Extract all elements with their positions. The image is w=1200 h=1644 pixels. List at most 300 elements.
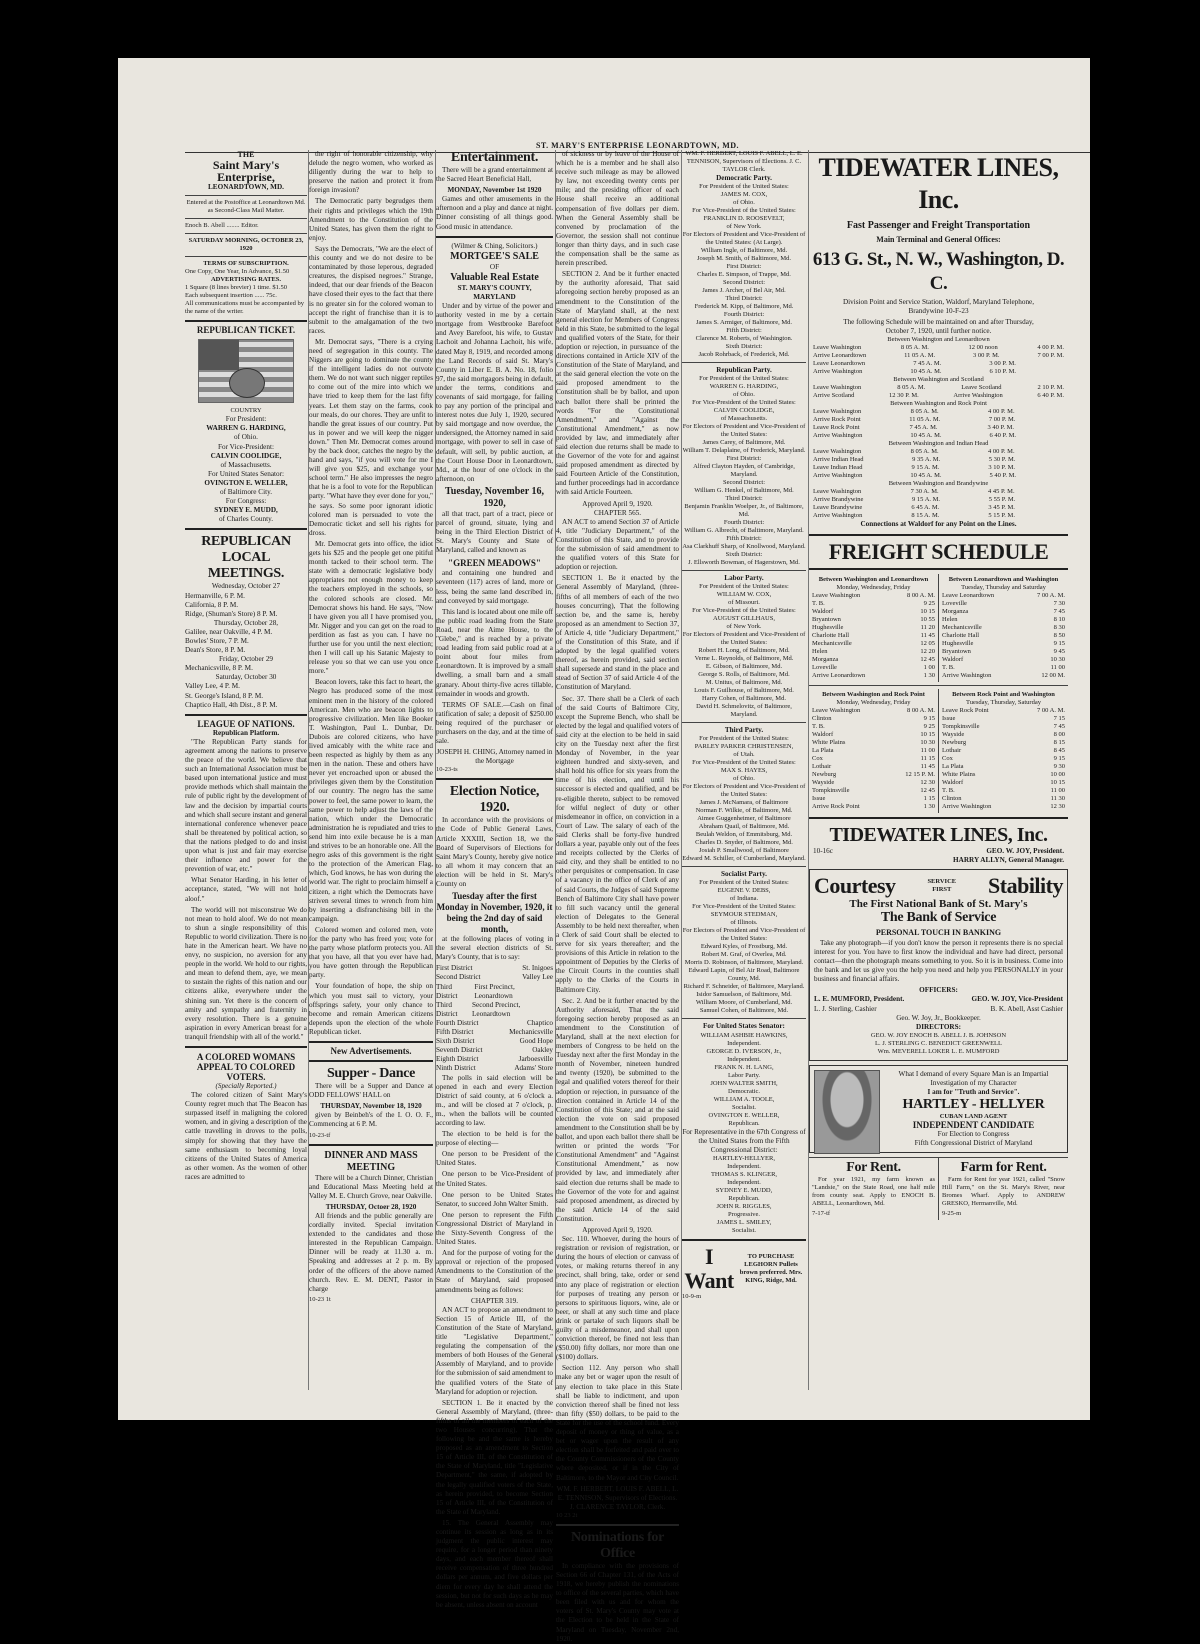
vp-name: CALVIN COOLIDGE,: [210, 451, 282, 460]
freight-stop: White Plains: [942, 770, 976, 778]
freight-stop: Mechanicsville: [942, 623, 982, 631]
freight-row: [812, 640, 935, 648]
party-line: For President of the United States:: [699, 183, 789, 191]
district-place: Oakley: [532, 1046, 553, 1055]
party-line: Third District:: [725, 495, 763, 503]
rep-line: Independent.: [727, 1178, 761, 1186]
want-text: TO PURCHASE LEGHORN Pullets brown preferred. Mrs. KING, Ridge, Md.: [739, 1252, 803, 1284]
party-line: Beulah Weldon, of Emmitsburg, Md.: [695, 831, 793, 839]
rep-line: JOHN R. RIGGLES,: [716, 1202, 772, 1210]
freight-time: 7 00 A. M.: [1037, 706, 1065, 714]
meeting-day: Saturday, October 30: [215, 673, 277, 682]
route-cell: Arrive Washington: [813, 368, 863, 376]
election-p3: The polls in said election will be opened in each and every Election District of said county, at 6 o'clock a. m., and will be closed at 7 o'clock, p. m., when the ballots will be counted according to law.: [436, 1073, 553, 1127]
rent-ads: [809, 1157, 1068, 1220]
hh-agent: CUBAN LAND AGENT: [939, 1113, 1008, 1121]
route-cell: Leave Washington: [813, 384, 862, 392]
tidewater-date: October 7, 1920, until further notice.: [885, 327, 992, 336]
party-line: Fifth District:: [726, 535, 762, 543]
globe-label: COUNTRY: [230, 407, 262, 415]
hh-district: Fifth Congressional District of Maryland: [914, 1139, 1033, 1148]
freight-time: 1 00: [923, 663, 935, 671]
ch319-s2: 15. The General Assembly may continue its session as long as in its judgment the public interest may require, for a longer period than ninety days, and each member thereof shall receive compensation of three hundred dollars per annum, and five dollars per diem for every day he shall attend the session, but not for such days as he may be absent, unless absent on account: [436, 1518, 553, 1609]
route-cell: Leave Leonardtown: [813, 360, 866, 368]
freight-row: [942, 795, 1065, 803]
entertainment-date: MONDAY, November 1st 1920: [447, 186, 542, 195]
dinner-code: 10-23 1t: [309, 1295, 331, 1303]
senate-line: Socialist.: [731, 1103, 756, 1111]
hh-paragraph: What I demand of every Square Man is an Impartial Investigation of my Character: [898, 1069, 1049, 1087]
freight-time: 8 00: [1053, 730, 1065, 738]
district-place: St. Inigoes: [522, 964, 553, 973]
mortgage-title: MORTGEE'S SALE: [450, 250, 539, 262]
freight-row: [812, 608, 935, 616]
route-title: Between Washington and Indian Head: [888, 440, 989, 448]
route-row: [813, 504, 1064, 512]
freight-time: 7 00 A. M.: [1037, 591, 1065, 599]
meeting-item: Dean's Store, 8 P. M.: [185, 646, 246, 655]
freight-row: [812, 600, 935, 608]
clerk-sig: J. CLARENCE TAYLOR, Clerk.: [569, 1502, 666, 1511]
hartley-hellyer-ad: [809, 1065, 1068, 1154]
freight-row: [942, 608, 1065, 616]
party-line: of Illinois.: [730, 919, 758, 927]
supper-date: THURSDAY, November 18, 1920: [320, 1102, 422, 1111]
flag-globe-illustration: [198, 339, 294, 403]
rep-line: THOMAS S. KLINGER,: [710, 1170, 778, 1178]
freight-stop: Arrive Leonardtown: [812, 671, 866, 679]
freight-stop: Clinton: [812, 714, 832, 722]
rep-line: HARTLEY-HELLYER,: [713, 1154, 775, 1162]
meetings-title-1: REPUBLICAN: [201, 534, 291, 550]
election-p6: One person to be Vice-President of the United States.: [436, 1170, 553, 1188]
freight-row: [812, 715, 935, 723]
freight-row: [812, 624, 935, 632]
sig-code: 10 23 2t: [556, 1511, 578, 1519]
freight-stop: Mechanicsville: [812, 639, 852, 647]
hh-name: HARTLEY - HELLYER: [902, 1097, 1045, 1113]
freight-stop: Charlotte Hall: [812, 631, 850, 639]
party-line: For Electors of President and Vice-President of the United States:: [682, 631, 806, 647]
freight-stop: Loveville: [942, 599, 967, 607]
route-schedules: [809, 336, 1068, 520]
route-cell: Leave Brandywine: [813, 504, 863, 512]
party-line: Robert H. Long, of Baltimore, Md.: [698, 647, 790, 655]
party-line: WARREN G. HARDING,: [709, 383, 779, 391]
party-line: For Electors of President and Vice-President of the United States: (At Large).: [682, 231, 806, 247]
mortgage-p4: This land is located about one mile off the public road leading from the State Road, near the Aime House, to the "Glebe," and is reached by a private road leading from said public road at a point about four miles from Leonardtown. It is improved by a small dwelling, a small barn and a small granary. About thirty-five acres tillable, remainder in woods and growth.: [436, 607, 553, 698]
directors-2: L. J. STERLING C. BENEDICT GREENWELL: [875, 1039, 1002, 1047]
freight-time: 10 30: [1050, 655, 1065, 663]
rep-line: Republican.: [728, 1194, 760, 1202]
freight-stop: Bryantown: [812, 615, 841, 623]
party-line: EUGENE V. DEBS,: [717, 887, 771, 895]
sen-state: of Baltimore City.: [219, 488, 273, 497]
route-cell: Arrive Washington: [813, 432, 863, 440]
column-2: [308, 150, 433, 1390]
freight-row: [942, 803, 1065, 811]
district-list: [436, 964, 553, 1073]
freight-time: 10 15: [920, 730, 935, 738]
connections: Connections at Waldorf for any Point on the Lines.: [860, 520, 1017, 529]
freight-row: [942, 592, 1065, 600]
directors-1: GEO. W. JOY ENOCH B. ABELL J. B. JOHNSON: [870, 1031, 1007, 1039]
masthead-date: SATURDAY MORNING, OCTOBER 23, 1920: [188, 237, 304, 253]
approved-1: Approved April 9, 1920.: [582, 499, 653, 508]
freight-time: 1 30: [923, 802, 935, 810]
freight-time: 7 45: [1053, 722, 1065, 730]
nominations-text: In compliance with the provisions of Section 66 of Chapter 131, of the Acts of 1918, we hereby publish the nominations to office of the several parties, which have been filed with us and for whom the voters of St. Mary's County may vote at the Election to be held in the State of Maryland on Tuesday, November 2nd, 1920.: [556, 1561, 679, 1643]
route-row: [813, 496, 1064, 504]
meeting-item: Galilee, near Oakville, 4 P. M.: [185, 627, 273, 636]
freight-time: 11 20: [920, 623, 935, 631]
route-row: [813, 432, 1064, 440]
freight-stop: Loveville: [812, 663, 837, 671]
freight-time: 10 00: [1050, 770, 1065, 778]
approved-2: Approved April 9, 1920.: [582, 1225, 653, 1234]
route-cell: 7 00 P. M.: [988, 416, 1016, 424]
party-line: Edward Lapin, of Bel Air Road, Baltimore County, Md.: [688, 967, 800, 983]
freight-stop: Clinton: [942, 794, 962, 802]
mortgage-solicitors: (Wilmer & Ching, Solicitors.): [451, 241, 538, 250]
freight-time: 8 10: [1053, 615, 1065, 623]
freight-row: [942, 787, 1065, 795]
freight-stop: La Plata: [812, 746, 834, 754]
fr-left-title: Between Washington and Leonardtown: [818, 575, 929, 583]
route-cell: 3 00 P. M.: [989, 360, 1016, 368]
meeting-day: Friday, October 29: [218, 655, 274, 664]
freight-stop: Bryantown: [942, 647, 971, 655]
party-line: Edward M. Schiller, of Cumberland, Maryland.: [682, 855, 806, 863]
freight-stop: Hughesville: [942, 639, 974, 647]
freight-time: 10 15: [920, 607, 935, 615]
freight-time: 9 30: [1053, 762, 1065, 770]
adv-title: ADVERTISING RATES.: [210, 276, 282, 284]
column-4: [555, 150, 679, 1643]
col4-p2: SECTION 2. And be it further enacted by the authority aforesaid, That said aforegoing section hereby proposed as an amendment to the Constitution of the State of Maryland shall, at the next general election for Members of Congress held in this State, be submitted to the legal and qualified voters of the State, for their adoption or rejection, in pursuance of the directions contained in Article XIV of the Constitution of the State of Maryland, and at the said general election the vote on the said proposed amendment to the Constitution shall be by ballot, and upon each ballot there shall be printed the words "For the Constitutional Amendment," and "Against the Constitutional Amendment," as now provided by law, and immediately after said election due returns shall be made to the Governor of the vote for and against said proposed amendment as directed by said Fourteen Article of the Constitution, and further proceedings had in accordance with said Article Fourteen.: [556, 270, 679, 497]
party-line: Richard F. Schneider, of Baltimore, Maryland.: [683, 983, 805, 991]
party-line: James S. Armiger, of Baltimore, Md.: [696, 319, 792, 327]
bank-name: The First National Bank of St. Mary's: [849, 897, 1028, 910]
route-cell: 7 45 A. M.: [913, 360, 942, 368]
new-ads-title: New Advertisements.: [330, 1046, 412, 1056]
freight-stop: T. B.: [942, 786, 955, 794]
officer-1: L. E. MUMFORD, President.: [814, 995, 905, 1004]
party-line: PARLEY PARKER CHRISTENSEN,: [694, 743, 794, 751]
freight-time: 1 30: [923, 671, 935, 679]
freight-row: [942, 707, 1065, 715]
route-cell: 9 35 A. M.: [912, 456, 941, 464]
want-big: I Want: [684, 1243, 734, 1293]
district-name: Third District: [436, 982, 458, 1000]
district-row: [436, 964, 553, 973]
freight-row: [942, 731, 1065, 739]
senate-line: WILLIAM ASHBIE HAWKINS,: [700, 1031, 788, 1039]
party-line: William Moore, of Cumberland, Md.: [695, 999, 793, 1007]
bank-officers: OFFICERS:: [919, 986, 958, 995]
supervisors-sig: WM. F. HERBERT, LOUIS F. ABELL, L. E. TENNISON, Supervisors of Elections.: [556, 1484, 679, 1502]
route-cell: 8 15 A. M.: [911, 512, 940, 520]
party-line: Charles D. Snyder, of Baltimore, Md.: [695, 839, 793, 847]
district-place: Jarboesville: [518, 1055, 553, 1064]
party-line: Fourth District:: [723, 519, 765, 527]
col2-p6: Beacon lovers, take this fact to heart, the Negro has produced some of the most eminent men in the history of the colored American. Men who are beacon lights to progressive civilization. Men like Booker T. Washington, Paul L. Dunbar, Dr. Dubois are colored citizens, who have lived amicably with the white race and been respected as highly by them as any men in the nation. These and others have never yet encroached upon or abused the privileges given them by the Constitution of our country. The negro has the same power to feel, the same power to learn, the same power to help adjust the laws of the nation, which under the Democratic administration he is repudiated and tries to send him into exile because he is a man and strives to be an honorable one. All the negro asks of this government is the right to the protection of the American Flag, which, God knows, he has won during the world war. The right to proclaim himself a citizen, a right which the Democrats have striven several times to wrench from him by inserting a disfranchising bill in the campaign.: [309, 678, 433, 923]
supper-by: given by Beinbeh's of the I. O. O. F., Commencing at 6 P. M.: [309, 1111, 433, 1129]
senate-line: Independent.: [727, 1055, 761, 1063]
fr-left-days: Monday, Wednesday, Friday: [836, 583, 911, 591]
freight-stop: Leave Leonardtown: [942, 591, 995, 599]
col2-p1: the right of honorable citizenship, why delude the negro women, who worked as diligently during the war to help to preserve the nation and protect it from foreign invasion?: [309, 150, 433, 195]
fr-right-days: Tuesday, Thursday and Saturday: [961, 583, 1046, 591]
district-row: [436, 1064, 553, 1073]
vp-state: of Massachusetts.: [220, 460, 272, 469]
district-place: Good Hope: [519, 1037, 553, 1046]
route-cell: 4 00 P. M.: [988, 448, 1015, 456]
party-line: Abraham Quail, of Baltimore, Md.: [698, 823, 790, 831]
election-p2: at the following places of voting in the several election districts of St. Mary's County, that is to say:: [436, 935, 553, 962]
freight-time: 7 45: [1053, 607, 1065, 615]
col4-p3: Sec. 2. And be it further enacted by the Authority aforesaid, That the said foregoing section hereby proposed as an amendment to the Constitution of Maryland, shall at the next election for members of Congress to be held on the Tuesday next after the first Monday in the month of November, nineteen hundred and twenty (1920), be submitted to the legal and qualified voters thereof for their adoption or rejection, in pursuance of the direction contained in Article 14 of the Constitution of this State; and at the said election the vote on said proposed amendment to the Constitution shall be by ballot, and upon each ballot there shall be written or printed the words "For Constitutional Amendment" and "Against Constitutional Amendment," as now provided by law, and immediately after said election due returns shall be made to the Governor of the vote for and against said proposed amendment, as directed by the said Article 14 of the said Constitution.: [556, 996, 679, 1223]
tidewater-address: 613 G. St., N. W., Washington, D. C.: [812, 249, 1065, 295]
senate-line: Independent.: [727, 1039, 761, 1047]
route-cell: Leave Washington: [813, 408, 862, 416]
district-place: Valley Lee: [522, 973, 553, 982]
senate-line: WILLIAM A. TOOLE,: [713, 1095, 775, 1103]
freight-stop: White Plains: [812, 738, 846, 746]
party-line: AUGUST GILLHAUS,: [713, 615, 775, 623]
meeting-item: Valley Lee, 4 P. M.: [185, 682, 240, 691]
freight-stop: Lothair: [942, 746, 962, 754]
freight-stop: Helen: [812, 647, 828, 655]
freight-time: 11 45: [920, 631, 935, 639]
party-name: Socialist Party.: [721, 870, 767, 879]
party-line: William Ingle, of Baltimore, Md.: [700, 247, 788, 255]
freight-row: [942, 632, 1065, 640]
pres-name: WARREN G. HARDING,: [206, 424, 286, 433]
senate-line: Republican.: [728, 1119, 760, 1127]
mortgage-p1: Under and by virtue of the power and authority vested in me by a certain mortgage from Westbrooke Barefoot and Avey Barefoot, his wife, to Gustav Lachoit and Johanna Lachoit, his wife, dated May 8, 1919, and recorded among the Land Records of said St. Mary's County in Liber E. B. A. No. 18, folio 97, the said mortgagors being in default, under the terms, conditions and covenants of said mortgage, for failing to pay any portion of the principal and interest notes due July 1, 1920, secured by said mortgage and now overdue, the undersigned, the Attorney named in said mortgage, with power to sell in case of default, will sell, by public auction, at the Court House Door in Leonardtown, Md., at the hour of one o'clock in the afternoon, on: [436, 302, 553, 483]
district-name: Second District: [436, 973, 481, 982]
mortgage-sig: JOSEPH H. CHING, Attorney named in the Mortgage: [436, 748, 553, 766]
route-cell: 8 05 A. M.: [900, 344, 929, 352]
freight-time: 8 45: [1053, 746, 1065, 754]
route-row: [813, 448, 1064, 456]
freight-time: 7 30: [1053, 599, 1065, 607]
mortgage-county: ST. MARY'S COUNTY, MARYLAND: [457, 283, 532, 301]
dinner-title: DINNER AND MASS MEETING: [324, 1149, 418, 1173]
freight-row: [942, 664, 1065, 672]
party-line: First District:: [726, 263, 762, 271]
route-cell: 6 40 P. M.: [989, 432, 1017, 440]
pres-state: of Ohio.: [234, 433, 258, 442]
freight-stop: Leave Washington: [812, 706, 861, 714]
mortgage-of: OF: [489, 262, 500, 271]
route-row: [813, 464, 1064, 472]
tidewater-sub: Fast Passenger and Freight Transportation: [846, 220, 1031, 231]
supper-title: Supper - Dance: [326, 1066, 416, 1082]
election-p8: One person to represent the Fifth Congressional District of Maryland in the Sixty-Seventh Congress of the United States.: [436, 1210, 553, 1247]
rep-line: Socialist.: [731, 1226, 756, 1234]
fr2-right-title: Between Rock Point and Washington: [952, 690, 1055, 698]
freight-stop: Arrive Rock Point: [812, 802, 860, 810]
rep-line: Progressive.: [728, 1210, 760, 1218]
freight-row: [942, 715, 1065, 723]
freight-stop: Leave Rock Point: [942, 706, 989, 714]
freight-row: [812, 787, 935, 795]
tidewater-gm: HARRY ALLYN, General Manager.: [953, 855, 1064, 864]
freight-time: 10 55: [920, 615, 935, 623]
officer-3: L. J. Sterling, Cashier: [814, 1004, 877, 1013]
col4-p5: Section 112. Any person who shall make any bet or wager upon the result of any election to take place in this State shall be liable to indictment, and upon conviction thereof shall be fined not less than fifty ($50) dollars, to be paid to the State for the use of the school fund. Every deposit of money or thing of value, as a bet or wager upon the result of any election shall be forfeited and paid over to the County Commissioners of the County where deposited, or if in the City of Baltimore, to the Mayor and City Council.: [556, 1364, 679, 1482]
freight-time: 7 15: [1053, 714, 1065, 722]
ch319-s1: SECTION 1. Be it enacted by the General Assembly of Maryland, (three-fifths of all the members of each of the two Houses concurring), That the following be and the same is hereby proposed as an amendment to Section 15 of Article III, of the Constitution of the State of Maryland, title "Legislative Department," the same, if adopted by the legally qualified voters of the State, as herein provided, to become Section 15 of Article III, of the Constitution of the State of Maryland.: [436, 1398, 553, 1516]
freight-row: [812, 747, 935, 755]
party-name: Third Party.: [724, 726, 764, 735]
freight-row: [812, 672, 935, 680]
route-cell: Arrive Indian Head: [813, 456, 864, 464]
freight-row: [812, 771, 935, 779]
senate-line: JOHN WALTER SMITH,: [710, 1079, 778, 1087]
route-row: [813, 352, 1064, 360]
party-line: For Vice-President of the United States:: [692, 607, 796, 615]
freight-row: [942, 739, 1065, 747]
party-line: James Carey, of Baltimore, Md.: [702, 439, 786, 447]
freight-row: [812, 723, 935, 731]
running-head: ST. MARY'S ENTERPRISE LEONARDTOWN, MD.: [185, 141, 1090, 153]
party-line: E. Gibson, of Baltimore, Md.: [705, 663, 783, 671]
district-name: Fourth District: [436, 1018, 479, 1027]
route-row: [813, 392, 1064, 400]
freight-stop: Issue: [812, 794, 826, 802]
route-cell: 5 55 P. M.: [988, 496, 1016, 504]
freight-time: 11 30: [1050, 794, 1065, 802]
route-cell: 5 30 P. M.: [988, 456, 1016, 464]
route-cell: Arrive Leonardtown: [813, 352, 867, 360]
freight-row: [942, 755, 1065, 763]
freight-time: 9 25: [923, 722, 935, 730]
route-cell: Arrive Brandywine: [813, 496, 864, 504]
freight-time: 9 15: [1053, 754, 1065, 762]
district-place: Second Precinct, Leonardtown: [472, 1000, 521, 1018]
route-cell: 5 40 P. M.: [989, 472, 1017, 480]
freight-row: [812, 616, 935, 624]
route-cell: 6 10 P. M.: [989, 368, 1017, 376]
meeting-item: Mechanicsville, 8 P. M.: [185, 664, 253, 673]
party-name: Republican Party.: [716, 366, 772, 375]
party-line: Charles E. Simpson, of Trappe, Md.: [697, 271, 791, 279]
freight-time: 9 15: [923, 714, 935, 722]
freight-stop: T. B.: [812, 722, 825, 730]
mortgage-p2: all that tract, part of a tract, piece or parcel of ground, situate, lying and being in the Third Election District of St. Mary's County and State of Maryland, called and known as: [436, 509, 553, 555]
freight-time: 11 45: [920, 762, 935, 770]
freight-stop: Cox: [812, 754, 823, 762]
league-sub: Republican Platform.: [212, 728, 280, 737]
freight-stop: Wayside: [812, 778, 835, 786]
ch319-title: CHAPTER 319.: [470, 1296, 519, 1305]
cong-name: SYDNEY E. MUDD,: [214, 506, 278, 515]
freight-stop: Tompkinsville: [812, 786, 850, 794]
freight-time: 12 20: [920, 647, 935, 655]
column-1: [185, 150, 307, 1390]
party-line: Robert M. Graf, of Overlea, Md.: [701, 951, 787, 959]
masthead-place: LEONARDTOWN, MD.: [208, 183, 284, 192]
route-title: Between Washington and Brandywine: [888, 480, 989, 488]
route-cell: 4 00 P. M.: [988, 408, 1015, 416]
vp-label: For Vice-President:: [218, 442, 274, 451]
supper-text: There will be a Supper and Dance at ODD FELLOWS' HALL on: [309, 1082, 433, 1100]
dinner-more: All friends and the public generally are cordially invited. Special invitation extended to the candidates and those interested in the Republican Campaign. Dinner will be ready at 11.30 a. m. Speaking and addresses at 2 p. m. By order of the officers of the above named church. Rev. E. M. DENT, Pastor in charge: [309, 1211, 433, 1293]
officer-4: B. K. Abell, Asst Cashier: [990, 1004, 1063, 1013]
freight-stop: Newburg: [812, 770, 837, 778]
district-place: First Precinct, Leonardtown: [474, 982, 515, 1000]
freight-table-2: [809, 689, 1068, 813]
route-row: [813, 512, 1064, 520]
freight-stop: Cox: [942, 754, 953, 762]
meeting-item: Hermanville, 6 P. M.: [185, 591, 245, 600]
meeting-item: California, 8 P. M.: [185, 600, 239, 609]
party-line: of Ohio.: [733, 775, 755, 783]
route-cell: 3 10 P. M.: [988, 464, 1015, 472]
party-line: James J. Archer, of Bel Air, Md.: [702, 287, 786, 295]
route-cell: Leave Washington: [813, 448, 862, 456]
party-line: of Ohio.: [733, 199, 755, 207]
district-row: [436, 973, 553, 982]
route-row: [813, 424, 1064, 432]
party-line: of Missouri.: [728, 599, 760, 607]
route-row: [813, 360, 1064, 368]
party-line: Josiah P. Smallwood, of Baltimore: [699, 847, 789, 855]
route-row: [813, 472, 1064, 480]
district-place: Mechanicsville: [509, 1028, 553, 1037]
party-line: For President of the United States:: [699, 879, 789, 887]
col4-p4: Sec. 110. Whoever, during the hours of registration or revision of registration, or during the hours of election or canvass of votes, or making returns thereof in any precinct, shall bring, take, order or send into any place of registration or election for purposes of treating any person or persons to spirituous liquors, wine, ale or beer, or shall at any such time and place drink or partake of such liquors shall be guilty of a misdemeanor, and shall upon conviction thereof, be fined not less than ($50.00) fifty dollars, nor more than one ($100) dollars.: [556, 1235, 679, 1362]
route-cell: Arrive Rock Point: [813, 416, 861, 424]
party-line: For Electors of President and Vice-President of the United States:: [682, 927, 806, 943]
freight-stop: T. B.: [812, 599, 825, 607]
party-line: Fourth District:: [723, 311, 765, 319]
route-cell: 4 00 P. M.: [1037, 344, 1064, 352]
bank-directors: DIRECTORS:: [916, 1022, 961, 1031]
route-cell: 9 15 A. M.: [911, 464, 940, 472]
senate-line: Labor Party.: [727, 1071, 761, 1079]
freight-row: [942, 723, 1065, 731]
district-row: [436, 1046, 553, 1055]
entertainment-text: There will be a grand entertainment at the Sacred Heart Beneficial Hall,: [436, 166, 553, 184]
route-row: [813, 456, 1064, 464]
route-cell: 12 30 P. M.: [888, 392, 919, 400]
meetings-list: [185, 582, 307, 709]
league-p1: "The Republican Party stands for agreement among the nations to preserve the peace of the world. We believe that such an International Association must be based upon international justice and must provide methods which shall maintain the rule of public right by the development of law and the decision by impartial courts and which shall secure instant and general international conference whenever peace shall be threatened by political action, so that the nations pledged to do and insist upon what is just and fair may exercise their influence and power for the prevention of war, etc.": [185, 737, 307, 874]
freight-time: 11 00: [1050, 786, 1065, 794]
party-line: of Indiana.: [729, 895, 759, 903]
farm-title: Farm for Rent.: [960, 1160, 1047, 1176]
freight-row: [812, 763, 935, 771]
party-line: Joseph M. Smith, of Baltimore, Md.: [696, 255, 792, 263]
route-cell: 8 05 A. M.: [910, 408, 939, 416]
directors-3: Wm. MEVERELL LOKER L. E. MUMFORD: [877, 1047, 1000, 1055]
freight-row: [942, 616, 1065, 624]
route-cell: 9 15 A. M.: [912, 496, 941, 504]
freight-time: 8 00 A. M.: [907, 591, 935, 599]
party-line: Benjamin Franklin Woelper, Jr., of Baltimore, Md.: [684, 503, 804, 519]
freight-row: [812, 795, 935, 803]
freight-stop: Waldorf: [812, 607, 834, 615]
freight-row: [812, 592, 935, 600]
meetings-title-2: LOCAL MEETINGS.: [207, 550, 285, 582]
freight-row: [812, 739, 935, 747]
party-line: of Utah.: [733, 751, 755, 759]
route-title: Between Washington and Leonardtown: [887, 336, 990, 344]
